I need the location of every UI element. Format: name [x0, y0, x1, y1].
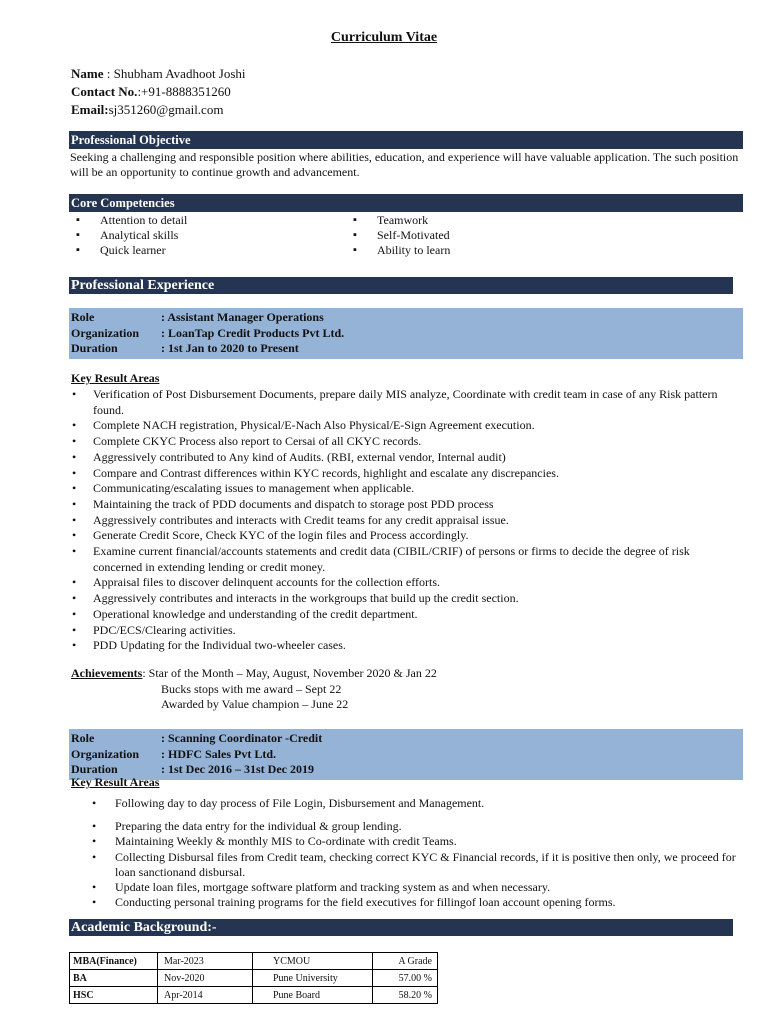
degree-cell: BA: [70, 970, 158, 987]
kra-item: • Conducting personal training programs for the field executives for fillingof loan account opening forms.: [90, 895, 742, 910]
job1-summary: [69, 308, 743, 359]
achievements-block: [71, 666, 437, 713]
kra-item: • Verification of Post Disbursement Documents, prepare daily MIS analyze, Coordinate with credit team in case of any Risk pattern found.: [70, 387, 735, 418]
duration-label: Duration: [71, 762, 118, 776]
competency-item: ▪ Quick learner: [70, 243, 347, 258]
kra-item: • Operational knowledge and understanding of the credit department.: [70, 607, 735, 623]
phone-value: :+91-8888351260: [137, 84, 231, 99]
name-line: [71, 65, 246, 83]
email-value: sj351260@gmail.com: [108, 102, 224, 117]
role-label: Role: [71, 310, 95, 324]
board-cell: Pune Board: [253, 987, 373, 1004]
job1-kra-list: [70, 387, 735, 654]
phone-label: Contact No.: [71, 84, 138, 99]
competency-item: ▪ Attention to detail: [70, 213, 347, 228]
phone-line: [71, 83, 246, 101]
competencies-right: [347, 213, 624, 258]
organization-label: Organization: [71, 325, 139, 340]
kra-item: • Compare and Contrast differences within KYC records, highlight and escalate any discrepancies.: [70, 466, 735, 482]
job2-duration: : 1st Dec 2016 – 31st Dec 2019: [161, 762, 314, 776]
contact-block: [71, 65, 246, 119]
job2-kra-heading: Key Result Areas: [71, 775, 160, 789]
kra-item: • Aggressively contributes and interacts with Credit teams for any credit appraisal issue.: [70, 513, 735, 529]
grade-cell: 58.20 %: [373, 987, 438, 1004]
kra-item: • Generate Credit Score, Check KYC of the login files and Process accordingly.: [70, 528, 735, 544]
competencies-heading: Core Competencies: [69, 194, 743, 212]
job2-summary: [69, 729, 743, 780]
kra-item: • Maintaining Weekly & monthly MIS to Co-ordinate with credit Teams.: [90, 834, 742, 849]
experience-heading: Professional Experience: [69, 277, 733, 294]
competencies-list: [70, 213, 690, 258]
kra-item: • Complete NACH registration, Physical/E-Nach Also Physical/E-Sign Agreement execution.: [70, 418, 735, 434]
name-label: Name: [71, 66, 104, 81]
table-row: [70, 953, 438, 970]
kra-item: • Examine current financial/accounts statements and credit data (CIBIL/CRIF) of persons or firms to decide the degree of risk concerned in extending lending or credit money.: [70, 544, 735, 575]
table-row: [70, 987, 438, 1004]
job1-organization: : LoanTap Credit Products Pvt Ltd.: [161, 325, 345, 340]
kra-item: • Aggressively contributed to Any kind of Audits. (RBI, external vendor, Internal audit): [70, 450, 735, 466]
email-label: Email:: [71, 102, 109, 117]
objective-heading: Professional Objective: [69, 131, 743, 149]
kra-item: • Update loan files, mortgage software platform and tracking system as and when necessary.: [90, 880, 742, 895]
job2-role: : Scanning Coordinator -Credit: [161, 731, 323, 745]
kra-item: • Maintaining the track of PDD documents and dispatch to storage post PDD process: [70, 497, 735, 513]
job1-role: : Assistant Manager Operations: [161, 310, 324, 324]
grade-cell: 57.00 %: [373, 970, 438, 987]
degree-cell: HSC: [70, 987, 158, 1004]
competency-item: ▪ Teamwork: [347, 213, 624, 228]
grade-cell: A Grade: [373, 953, 438, 970]
kra-item: • PDD Updating for the Individual two-wheeler cases.: [70, 638, 735, 654]
kra-item: • Preparing the data entry for the individual & group lending.: [90, 819, 742, 834]
competencies-left: [70, 213, 347, 258]
kra-item: • PDC/ECS/Clearing activities.: [70, 623, 735, 639]
job2-kra-list: [90, 796, 742, 910]
competency-item: ▪ Analytical skills: [70, 228, 347, 243]
objective-text: Seeking a challenging and responsible position where abilities, education, and experience will have valuable application. The such position will be an opportunity to continue growth and advancement.: [70, 150, 739, 179]
job1-duration: : 1st Jan to 2020 to Present: [161, 341, 299, 355]
kra-item: • Collecting Disbursal files from Credit team, checking correct KYC & Financial records, if it is positive then only, we proceed for loan sanctionand disbursal.: [90, 850, 742, 880]
achievement-item: Awarded by Value champion – June 22: [161, 697, 349, 711]
achievement-item: Bucks stops with me award – Sept 22: [161, 681, 342, 696]
year-cell: Mar-2023: [158, 953, 253, 970]
academic-heading: Academic Background:-: [69, 919, 733, 936]
kra-item: • Complete CKYC Process also report to Cersai of all CKYC records.: [70, 434, 735, 450]
duration-label: Duration: [71, 341, 118, 355]
achievements-label: Achievements: [71, 666, 143, 680]
board-cell: Pune University: [253, 970, 373, 987]
job1-kra-heading: Key Result Areas: [71, 371, 160, 385]
kra-item: • Aggressively contributes and interacts in the workgroups that build up the credit section.: [70, 591, 735, 607]
email-line: [71, 101, 246, 119]
achievement-item: : Star of the Month – May, August, November 2020 & Jan 22: [142, 666, 437, 680]
name-value: : Shubham Avadhoot Joshi: [103, 66, 246, 81]
board-cell: YCMOU: [253, 953, 373, 970]
competency-item: ▪ Ability to learn: [347, 243, 624, 258]
table-row: [70, 970, 438, 987]
kra-item: • Following day to day process of File Login, Disbursement and Management.: [90, 796, 742, 811]
document-title: Curriculum Vitae: [330, 30, 438, 45]
role-label: Role: [71, 731, 95, 745]
year-cell: Nov-2020: [158, 970, 253, 987]
academic-table: [69, 952, 438, 1004]
competency-item: ▪ Self-Motivated: [347, 228, 624, 243]
degree-cell: MBA(Finance): [70, 953, 158, 970]
kra-item: • Appraisal files to discover delinquent accounts for the collection efforts.: [70, 575, 735, 591]
year-cell: Apr-2014: [158, 987, 253, 1004]
organization-label: Organization: [71, 746, 139, 761]
kra-item: • Communicating/escalating issues to management when applicable.: [70, 481, 735, 497]
job2-organization: : HDFC Sales Pvt Ltd.: [161, 746, 276, 761]
